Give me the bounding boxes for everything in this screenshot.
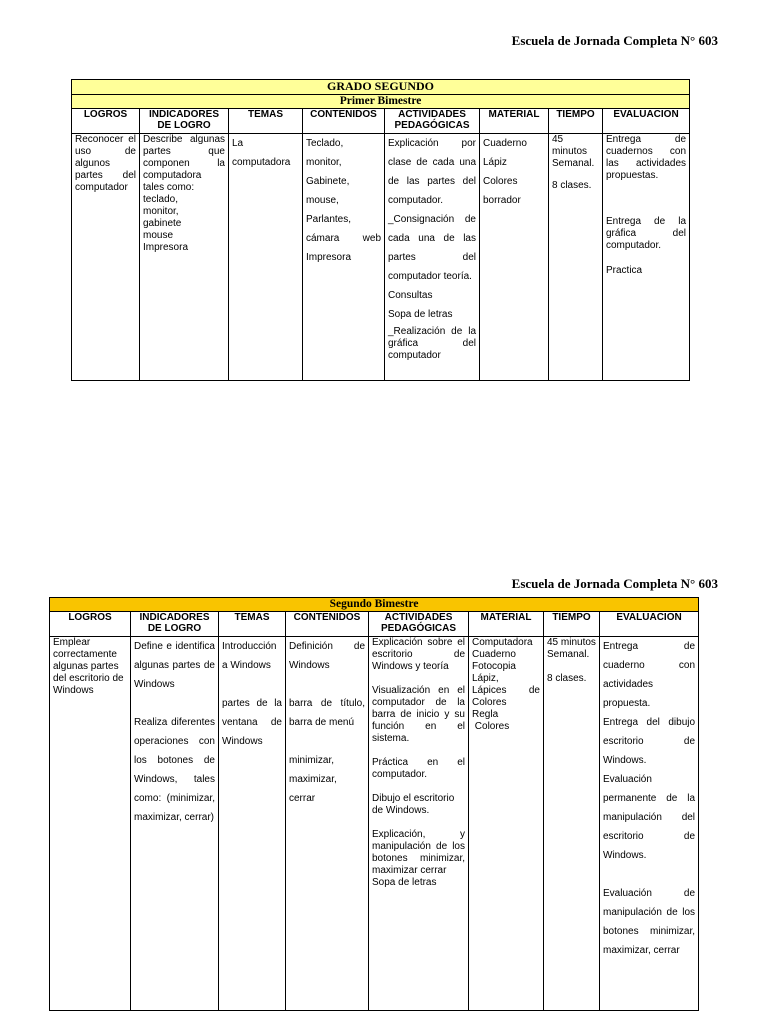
- header-actividades: ACTIVIDADES PEDAGÓGICAS: [385, 109, 480, 134]
- actividad-item: Consultas: [388, 290, 433, 301]
- cell-evaluacion: [600, 637, 699, 1011]
- material-item: Cuaderno: [472, 649, 516, 660]
- tiempo-text: 45 minutos Semanal.: [552, 134, 595, 169]
- contenido-item: minimizar, maximizar, cerrar: [289, 755, 337, 804]
- indicador-line: gabinete: [143, 218, 182, 229]
- header-tiempo: TIEMPO: [544, 612, 600, 637]
- header-logros: LOGROS: [50, 612, 131, 637]
- cell-actividades: [385, 134, 480, 381]
- material-item: Lápiz,: [472, 673, 499, 684]
- header-temas: TEMAS: [219, 612, 286, 637]
- material-item: borrador: [483, 195, 521, 206]
- actividad-item: _Realización de la gráfica del computador: [388, 326, 479, 361]
- contenido-line: Teclado,: [306, 138, 344, 149]
- logros-text: Reconocer el uso de algunos partes del computador: [75, 134, 139, 193]
- cell-material: [469, 637, 544, 1011]
- actividad-item: Explicación sobre el escritorio de Windows y teoría: [372, 637, 468, 672]
- tiempo-text: 8 clases.: [552, 180, 592, 191]
- actividad-item: Sopa de letras: [388, 309, 453, 320]
- cell-temas: [229, 134, 303, 381]
- bimester-title: Primer Bimestre: [72, 95, 690, 109]
- tiempo-text: 45 minutos Semanal.: [547, 637, 599, 660]
- header-indicadores: INDICADORES DE LOGRO: [131, 612, 219, 637]
- header-tiempo: TIEMPO: [549, 109, 603, 134]
- contenido-line: Parlantes,: [306, 214, 352, 225]
- lesson-plan-table-first-bimester: [71, 79, 690, 381]
- cell-tiempo: [549, 134, 603, 381]
- cell-logros: [72, 134, 140, 381]
- evaluacion-item: Entrega de la gráfica del computador.: [606, 216, 689, 251]
- header-logros: LOGROS: [72, 109, 140, 134]
- lesson-plan-table-second-bimester: [49, 597, 699, 1011]
- indicador-line: Impresora: [143, 242, 189, 253]
- indicador-line: mouse: [143, 230, 174, 241]
- school-heading: Escuela de Jornada Completa N° 603: [511, 576, 718, 591]
- logros-text: Emplear correctamente algunas partes del escritorio de Windows: [53, 637, 127, 696]
- material-item: Lápiz: [483, 157, 507, 168]
- grade-title: GRADO SEGUNDO: [72, 80, 690, 95]
- actividad-item: Sopa de letras: [372, 877, 437, 888]
- indicador-line: Describe algunas partes que componen la computadora tales como:: [143, 134, 228, 193]
- actividad-item: Explicación por clase de cada una de las partes del computador.: [388, 138, 476, 206]
- actividad-item: Dibujo el escritorio de Windows.: [372, 793, 458, 816]
- cell-contenidos: [286, 637, 369, 1011]
- material-item: Cuaderno: [483, 138, 527, 149]
- material-item: Colores: [483, 176, 518, 187]
- actividad-item: Práctica en el computador.: [372, 757, 468, 780]
- actividad-item: Visualización en el computador de la barra de inicio y su función en el sistema.: [372, 685, 468, 744]
- school-heading: Escuela de Jornada Completa N° 603: [511, 33, 718, 48]
- bimester-title: Segundo Bimestre: [50, 598, 699, 612]
- actividad-item: _Consignación de cada una de las partes del computador teoría.: [388, 214, 476, 282]
- material-item: Regla: [472, 709, 499, 720]
- cell-tiempo: [544, 637, 600, 1011]
- contenido-line: mouse,: [306, 195, 339, 206]
- cell-indicadores: [131, 637, 219, 1011]
- evaluacion-item: Entrega de cuaderno con actividades propuesta.: [603, 641, 696, 709]
- header-material: MATERIAL: [480, 109, 549, 134]
- contenido-line: Impresora: [306, 252, 352, 263]
- indicador-item: Realiza diferentes operaciones con los botones de Windows, tales como: (minimizar, maximizar, cerrar): [134, 717, 215, 823]
- tiempo-text: 8 clases.: [547, 673, 587, 684]
- material-item: Lápices de Colores: [472, 685, 543, 708]
- cell-actividades: [369, 637, 469, 1011]
- evaluacion-item: Practica: [606, 265, 643, 276]
- header-evaluacion: EVALUACION: [600, 612, 699, 637]
- header-contenidos: CONTENIDOS: [303, 109, 385, 134]
- contenido-item: Definición de Windows: [289, 641, 365, 671]
- header-contenidos: CONTENIDOS: [286, 612, 369, 637]
- cell-material: [480, 134, 549, 381]
- evaluacion-item: Evaluación de manipulación de los botones minimizar, maximizar, cerrar: [603, 888, 696, 956]
- material-item: Colores: [472, 721, 510, 732]
- header-temas: TEMAS: [229, 109, 303, 134]
- material-item: Computadora: [472, 637, 533, 648]
- contenido-item: barra de título, barra de menú: [289, 698, 365, 728]
- cell-logros: [50, 637, 131, 1011]
- header-actividades: ACTIVIDADES PEDAGÓGICAS: [369, 612, 469, 637]
- cell-temas: [219, 637, 286, 1011]
- contenido-line: cámara web: [306, 233, 381, 244]
- indicador-item: Define e identifica algunas partes de Windows: [134, 641, 215, 690]
- tema-item: partes de la ventana de Windows: [222, 698, 282, 747]
- actividad-item: Explicación, y manipulación de los botones minimizar, maximizar cerrar: [372, 829, 468, 876]
- evaluacion-item: Entrega de cuadernos con las actividades propuestas.: [606, 134, 689, 181]
- tema-item: Introducción a Windows: [222, 641, 277, 671]
- indicador-line: monitor,: [143, 206, 179, 217]
- cell-evaluacion: [603, 134, 690, 381]
- contenido-line: Gabinete,: [306, 176, 350, 187]
- cell-contenidos: [303, 134, 385, 381]
- evaluacion-item: Evaluación permanente de la manipulación del escritorio de Windows.: [603, 774, 696, 861]
- cell-indicadores: [140, 134, 229, 381]
- material-item: Fotocopia: [472, 661, 516, 672]
- temas-text: La computadora: [232, 138, 291, 168]
- contenido-line: monitor,: [306, 157, 342, 168]
- header-indicadores: INDICADORES DE LOGRO: [140, 109, 229, 134]
- header-evaluacion: EVALUACION: [603, 109, 690, 134]
- evaluacion-item: Entrega del dibujo escritorio de Windows.: [603, 717, 696, 766]
- header-material: MATERIAL: [469, 612, 544, 637]
- indicador-line: teclado,: [143, 194, 179, 205]
